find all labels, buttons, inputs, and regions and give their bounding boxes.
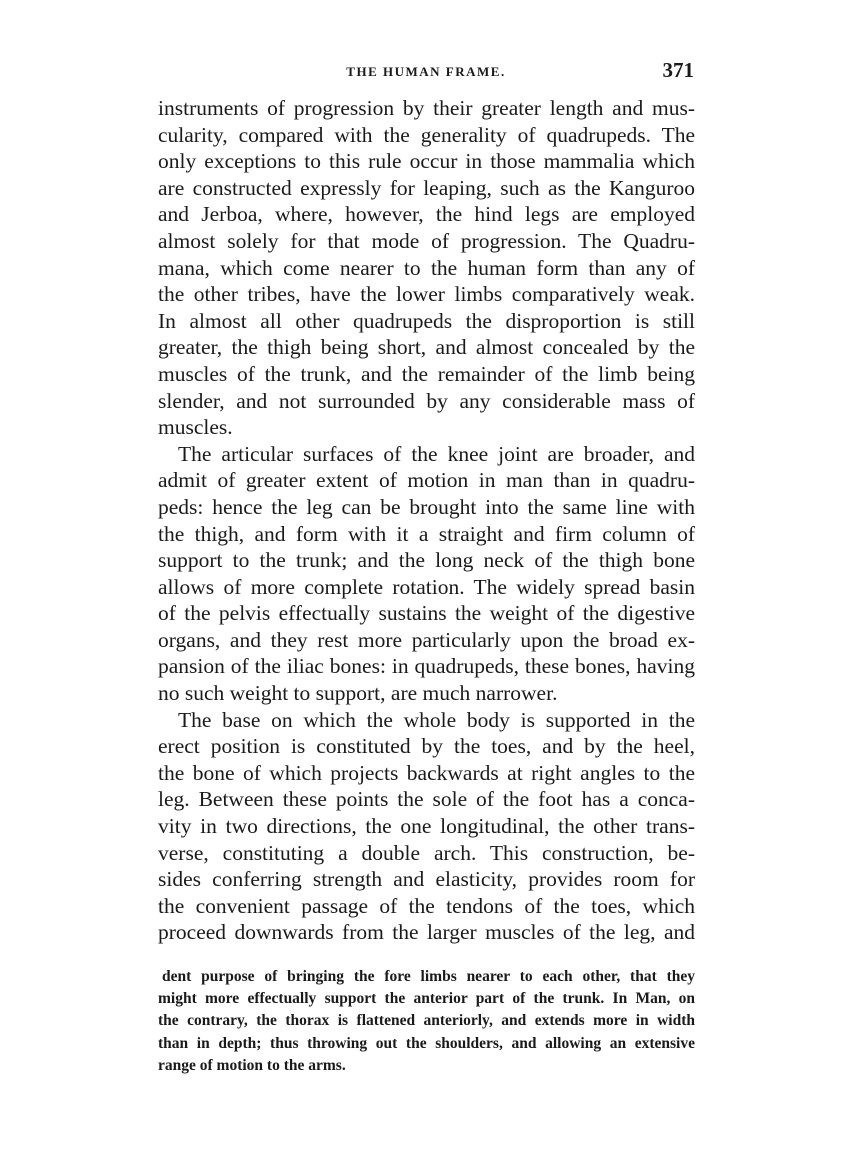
footnote <box>158 966 695 1077</box>
body-line: no such weight to support, are much narrower. <box>158 681 558 706</box>
body-line: support to the trunk; and the long neck of the thigh bone <box>158 548 695 573</box>
body-line: muscles. <box>158 415 233 440</box>
body-line: and Jerboa, where, however, the hind legs are employed <box>158 202 695 227</box>
paragraph-start-line: The base on which the whole body is supported in the <box>178 707 695 732</box>
body-line: sides conferring strength and elasticity, provides room for <box>158 867 695 892</box>
body-line: mana, which come nearer to the human form than any of <box>158 255 695 280</box>
body-line: verse, constituting a double arch. This construction, be- <box>158 840 695 865</box>
body-line: peds: hence the leg can be brought into the same line with <box>158 494 695 519</box>
body-line: admit of greater extent of motion in man than in quadru- <box>158 468 695 493</box>
body-line: organs, and they rest more particularly upon the broad ex- <box>158 627 695 652</box>
body-line: instruments of progression by their greater length and mus- <box>158 96 695 120</box>
body-line: of the pelvis effectually sustains the weight of the digestive <box>158 601 695 626</box>
body-line: are constructed expressly for leaping, such as the Kanguroo <box>158 175 695 200</box>
body-line: the thigh, and form with it a straight and firm column of <box>158 521 695 546</box>
footnote-line: might more effectually support the anterior part of the trunk. In Man, on <box>158 990 695 1008</box>
body-line: cularity, compared with the generality of quadrupeds. The <box>158 122 695 147</box>
body-line: greater, the thigh being short, and almost concealed by the <box>158 335 695 360</box>
running-head <box>158 58 694 88</box>
page-number: 371 <box>662 58 694 82</box>
body-line: pansion of the iliac bones: in quadrupeds, these bones, having <box>158 654 695 679</box>
footnote-line: than in depth; thus throwing out the shoulders, and allowing an extensive <box>158 1034 695 1052</box>
body-line: allows of more complete rotation. The widely spread basin <box>158 574 695 599</box>
body-line: muscles of the trunk, and the remainder of the limb being <box>158 361 695 386</box>
body-line: In almost all other quadrupeds the disproportion is still <box>158 308 695 333</box>
body-line: leg. Between these points the sole of the foot has a conca- <box>158 787 695 812</box>
paragraph-start-line: The articular surfaces of the knee joint are broader, and <box>178 441 695 466</box>
footnote-line: the contrary, the thorax is flattened anteriorly, and extends more in width <box>158 1012 695 1030</box>
body-line: vity in two directions, the one longitudinal, the other trans- <box>158 814 695 839</box>
footnote-line: dent purpose of bringing the fore limbs nearer to each other, that they <box>162 968 695 985</box>
body-line: the other tribes, have the lower limbs comparatively weak. <box>158 282 695 307</box>
body-line: almost solely for that mode of progression. The Quadru- <box>158 228 695 253</box>
body-line: proceed downwards from the larger muscles of the leg, and <box>158 920 695 945</box>
body-line: the convenient passage of the tendons of the toes, which <box>158 893 695 918</box>
body-line: slender, and not surrounded by any considerable mass of <box>158 388 695 413</box>
running-title: THE HUMAN FRAME. <box>346 64 506 79</box>
footnote-line: range of motion to the arms. <box>158 1056 346 1074</box>
body-text <box>158 95 695 946</box>
body-line: the bone of which projects backwards at right angles to the <box>158 760 695 785</box>
body-line: only exceptions to this rule occur in those mammalia which <box>158 149 695 174</box>
body-line: erect position is constituted by the toes, and by the heel, <box>158 734 695 759</box>
